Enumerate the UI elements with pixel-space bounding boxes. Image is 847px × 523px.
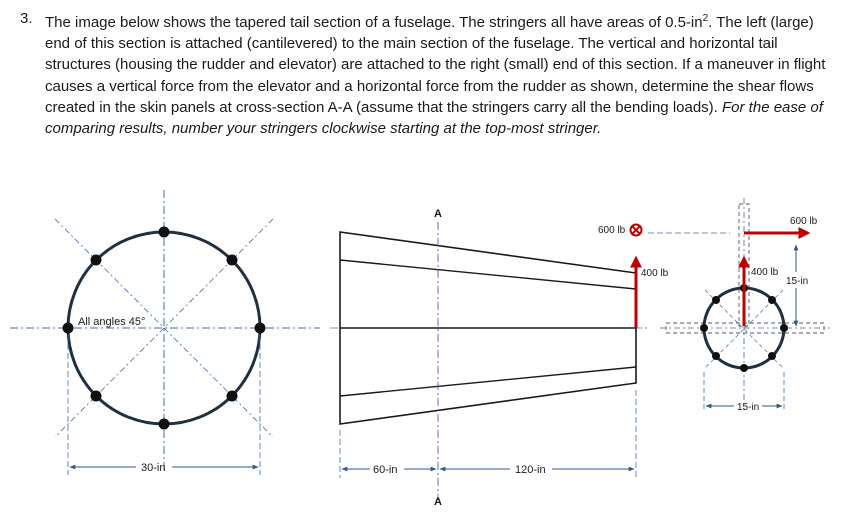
problem-number: 3. (20, 10, 33, 27)
stringer-8 (712, 296, 720, 304)
diameter-dimension-label: 30-in (141, 462, 166, 474)
section-label-bottom: A (434, 496, 442, 508)
problem-instruction: For the ease of comparing results, number your stringers clockwise starting at the top-most stringer. (45, 98, 823, 138)
dimension-60: 60-in (373, 464, 398, 476)
superscript: 2 (702, 13, 709, 24)
problem-text: The image below shows the tapered tail section of a fuselage. The stringers all have areas of $0.5-in^2$. The left (large) end of this section is attached (cantilevered) to the main section of the fuselage. The vertical and horizontal tail structures (housing the rudder and elevator) are attached to the right (small) end of this section. If a maneuver in flight causes a vertical force from the elevator and a horizontal force from the rudder as shown, determine the shear flows created in the skin panels at cross-section A-A (assume that the stringers carry all the bending loads). For the ease of comparing results, number your stringers clockwise starting at the top-most stringer. (45, 13, 826, 138)
stringer-4 (768, 352, 776, 360)
dimension-120: 120-in (515, 464, 546, 476)
stringer-3 (780, 324, 788, 332)
vertical-force-label: 400 lb (751, 267, 779, 278)
middle-side-view (330, 208, 730, 508)
stringer-5 (159, 419, 170, 430)
section-label-top: A (434, 208, 442, 220)
angle-label: All angles 45° (78, 316, 146, 328)
stringer-5 (740, 364, 748, 372)
horizontal-dimension-label: 15-in (737, 402, 760, 413)
horizontal-force-label: 600 lb (790, 216, 818, 227)
stringer-2 (227, 255, 238, 266)
force-label-400: 400 lb (641, 268, 669, 279)
stringer-8 (91, 255, 102, 266)
stringer-7 (700, 324, 708, 332)
stringer-6 (712, 352, 720, 360)
stringer-1 (159, 227, 170, 238)
stringer-3 (255, 323, 266, 334)
stringer-2 (768, 296, 776, 304)
force-label-600: 600 lb (598, 225, 626, 236)
stringer-line (340, 260, 636, 289)
stringer-7 (63, 323, 74, 334)
right-end-view (660, 198, 830, 413)
stringer-4 (227, 391, 238, 402)
stringer-line (340, 367, 636, 396)
stringer-6 (91, 391, 102, 402)
left-cross-section (10, 190, 320, 475)
vertical-dimension-label: 15-in (786, 276, 809, 287)
